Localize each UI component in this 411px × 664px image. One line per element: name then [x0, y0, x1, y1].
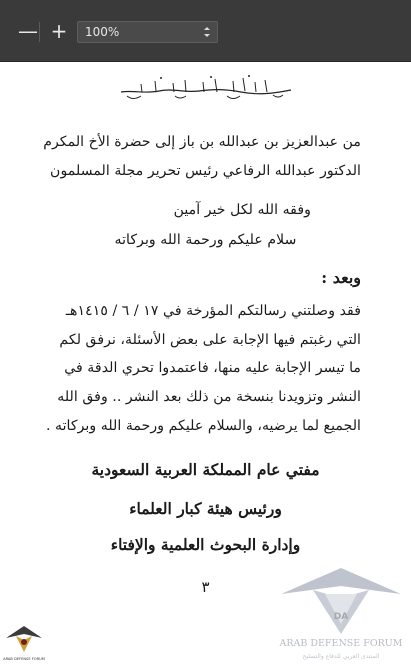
signature-title-3: وإدارة البحوث العلمية والإفتاء: [110, 535, 301, 554]
toolbar-divider: [39, 22, 40, 42]
signature-title-2: ورئيس هيئة كبار العلماء: [129, 499, 282, 518]
letter-body-line-3: ما تيسر الإجابة عليه منها، فاعتمدوا تحري الدقة في: [64, 360, 361, 376]
zoom-value: 100%: [85, 25, 120, 39]
letter-body-line-4: النشر وتزويدنا بنسخة من ذلك بعد النشر .. وفق الله: [57, 389, 361, 405]
letter-greeting: سلام عليكم ورحمة الله وبركاته: [114, 232, 297, 248]
letter-body-line-2: التي رغبتم فيها الإجابة على بعض الأسئلة، نرفق لكم: [59, 332, 361, 348]
letter-body-line-5: الجميع لما يرضيه، والسلام عليكم ورحمة الله وبركاته .: [45, 418, 361, 434]
letter-line-1: من عبدالعزيز بن عبدالله بن باز إلى حضرة الأخ المكرم: [43, 134, 361, 150]
signature-title-1: مفتي عام المملكة العربية السعودية: [91, 460, 320, 479]
letter-opening: وبعد :: [321, 268, 361, 287]
zoom-in-button[interactable]: +: [50, 19, 68, 43]
page-number: ٣: [201, 578, 210, 596]
pdf-toolbar: [0, 0, 411, 62]
watermark-mark: DA: [333, 612, 349, 622]
letter-line-3: وفقه الله لكل خير آمين: [173, 202, 311, 218]
basmala-calligraphy: [115, 72, 295, 102]
zoom-select[interactable]: [77, 21, 218, 43]
watermark-subtitle: المنتدى العربي للدفاع والتسليح: [302, 653, 380, 660]
letter-line-2: الدكتور عبدالله الرفاعي رئيس تحرير مجلة المسلمون: [50, 163, 361, 179]
watermark-name: ARAB DEFENSE FORUM: [279, 638, 403, 649]
chevron-updown-icon: [203, 25, 211, 39]
document-page: [0, 62, 411, 664]
forum-watermark-logo: [275, 564, 407, 664]
forum-small-logo: [2, 622, 46, 664]
small-watermark-name: ARAB DEFENSE FORUM: [3, 657, 45, 661]
letter-body-line-1: فقد وصلتني رسالتكم المؤرخة في ١٧ / ٦ / ١٤١٥هـ: [65, 303, 361, 319]
zoom-out-button[interactable]: —: [18, 19, 38, 43]
